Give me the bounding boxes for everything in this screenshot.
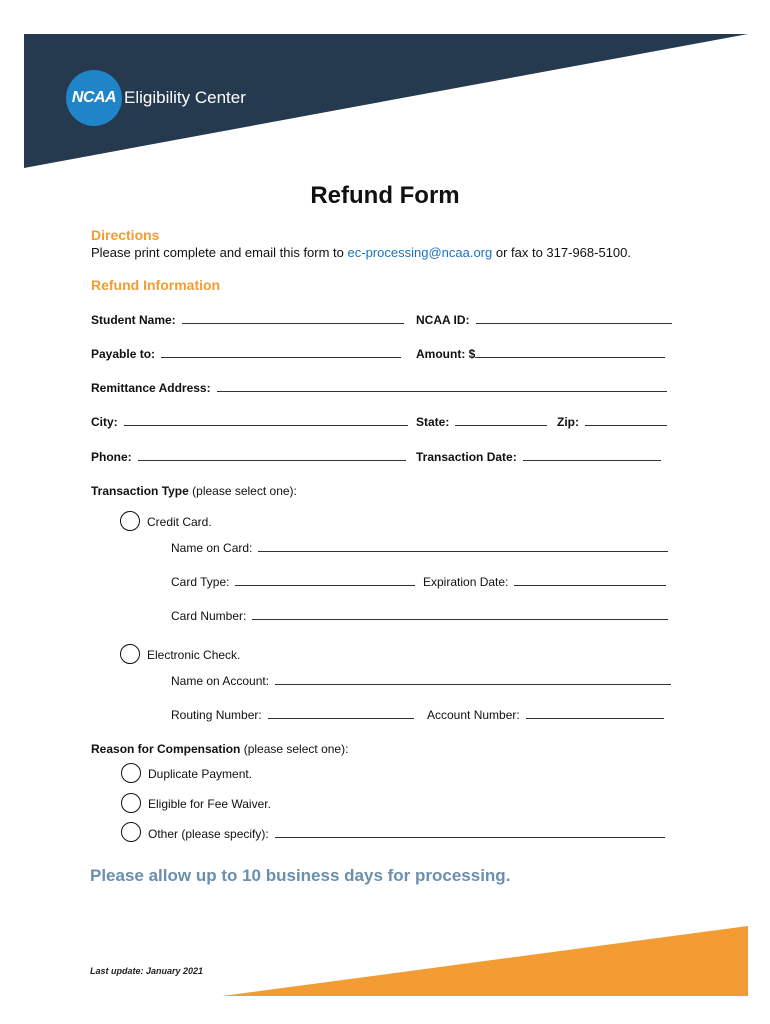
remittance-blank[interactable] <box>217 381 667 392</box>
ncaa-id-label: NCAA ID: <box>416 313 470 327</box>
logo-text: Eligibility Center <box>124 88 246 107</box>
reason-hint: (please select one): <box>240 742 349 756</box>
card-type-blank[interactable] <box>235 575 415 586</box>
card-type-label: Card Type: <box>171 575 230 589</box>
electronic-check-radio[interactable] <box>120 644 140 664</box>
other-reason-label: Other (please specify): <box>148 827 269 841</box>
student-name-field[interactable] <box>91 313 404 327</box>
payable-to-label: Payable to: <box>91 347 156 361</box>
zip-field[interactable] <box>557 415 667 429</box>
payable-to-field[interactable] <box>91 347 401 361</box>
routing-number-blank[interactable] <box>268 708 414 719</box>
expiration-date-blank[interactable] <box>514 575 666 586</box>
transaction-type-label <box>91 484 297 498</box>
name-on-account-label: Name on Account: <box>171 674 270 688</box>
processing-note: Please allow up to 10 business days for processing. <box>90 866 511 885</box>
directions-text-before: Please print complete and email this form to <box>91 245 348 260</box>
other-reason-blank[interactable] <box>275 827 665 838</box>
card-number-blank[interactable] <box>252 609 668 620</box>
other-reason-radio[interactable] <box>121 822 141 842</box>
student-name-label: Student Name: <box>91 313 176 327</box>
ncaa-id-blank[interactable] <box>476 313 672 324</box>
state-label: State: <box>416 415 450 429</box>
amount-label: Amount: $ <box>416 347 476 361</box>
transaction-date-blank[interactable] <box>523 450 661 461</box>
name-on-card-blank[interactable] <box>258 541 668 552</box>
duplicate-payment-radio[interactable] <box>121 763 141 783</box>
card-number-field[interactable] <box>171 609 668 623</box>
directions-heading: Directions <box>91 227 160 243</box>
name-on-card-label: Name on Card: <box>171 541 253 555</box>
account-number-blank[interactable] <box>526 708 664 719</box>
email-link[interactable]: ec-processing@ncaa.org <box>347 245 493 260</box>
transaction-date-field[interactable] <box>416 450 661 464</box>
expiration-date-field[interactable] <box>423 575 666 589</box>
phone-label: Phone: <box>91 450 132 464</box>
refund-info-heading: Refund Information <box>91 277 221 293</box>
duplicate-payment-label: Duplicate Payment. <box>148 767 253 781</box>
last-update: Last update: January 2021 <box>90 966 204 976</box>
card-type-field[interactable] <box>171 575 415 589</box>
amount-field[interactable] <box>416 347 665 361</box>
account-number-field[interactable] <box>427 708 664 722</box>
transaction-type-title: Transaction Type <box>91 484 189 498</box>
transaction-type-hint: (please select one): <box>188 484 297 498</box>
fee-waiver-radio[interactable] <box>121 793 141 813</box>
ncaa-logo-mark: NCAA <box>66 70 122 126</box>
student-name-blank[interactable] <box>182 313 404 324</box>
account-number-label: Account Number: <box>427 708 520 722</box>
name-on-account-blank[interactable] <box>275 674 671 685</box>
fee-waiver-label: Eligible for Fee Waiver. <box>148 797 271 811</box>
city-blank[interactable] <box>124 415 408 426</box>
remittance-field[interactable] <box>91 381 667 395</box>
city-label: City: <box>91 415 118 429</box>
state-blank[interactable] <box>455 415 547 426</box>
phone-blank[interactable] <box>138 450 406 461</box>
name-on-card-field[interactable] <box>171 541 668 555</box>
transaction-date-label: Transaction Date: <box>416 450 517 464</box>
city-field[interactable] <box>91 415 408 429</box>
name-on-account-field[interactable] <box>171 674 671 688</box>
routing-number-label: Routing Number: <box>171 708 262 722</box>
credit-card-radio[interactable] <box>120 511 140 531</box>
state-field[interactable] <box>416 415 547 429</box>
routing-number-field[interactable] <box>171 708 414 722</box>
remittance-label: Remittance Address: <box>91 381 211 395</box>
zip-label: Zip: <box>557 415 579 429</box>
page-title: Refund Form <box>310 182 460 209</box>
payable-to-blank[interactable] <box>161 347 401 358</box>
credit-card-option-label: Credit Card. <box>147 515 212 529</box>
reason-title: Reason for Compensation <box>91 742 241 756</box>
reason-label <box>91 742 348 756</box>
amount-blank[interactable] <box>475 347 665 358</box>
other-reason-field[interactable] <box>148 827 665 841</box>
zip-blank[interactable] <box>585 415 667 426</box>
directions-text <box>91 245 631 260</box>
phone-field[interactable] <box>91 450 406 464</box>
card-number-label: Card Number: <box>171 609 247 623</box>
directions-text-after: or fax to 317-968-5100. <box>492 245 631 260</box>
ncaa-logo <box>66 70 246 126</box>
expiration-date-label: Expiration Date: <box>423 575 509 589</box>
electronic-check-option-label: Electronic Check. <box>147 648 241 662</box>
ncaa-id-field[interactable] <box>416 313 672 327</box>
